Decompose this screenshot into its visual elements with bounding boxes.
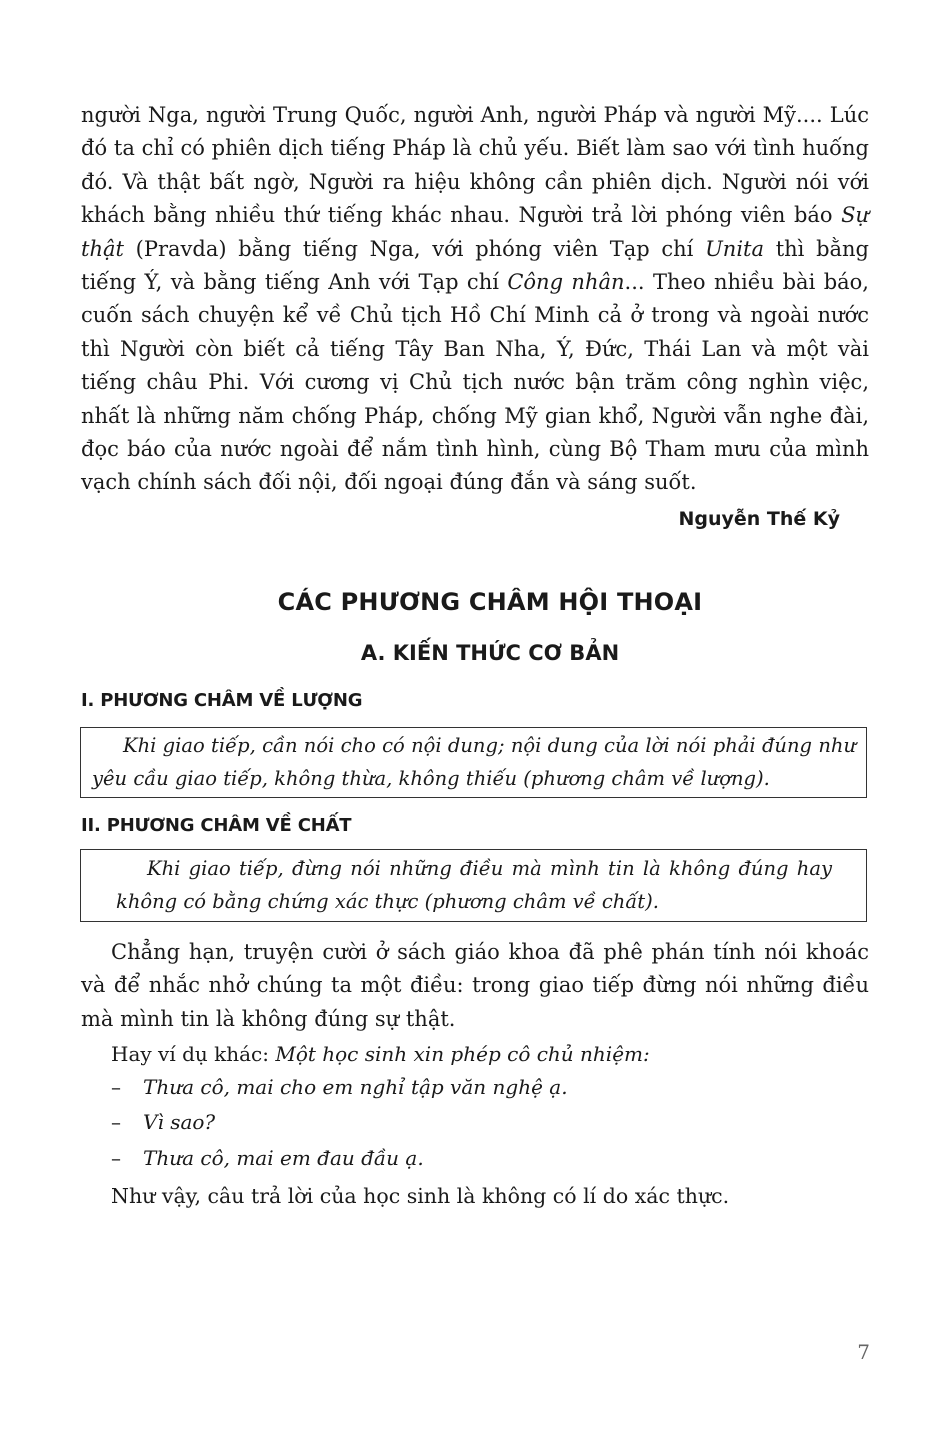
chapter-title: CÁC PHƯƠNG CHÂM HỘI THOẠI bbox=[277, 588, 703, 616]
section1-rule-box: Khi giao tiếp, cần nói cho có nội dung; nội dung của lời nói phải đúng như yêu cầu giao tiếp, không thừa, không thiếu (phương châm về lượng). bbox=[80, 727, 867, 798]
page-number: 7 bbox=[857, 1340, 870, 1364]
section-subtitle: A. KIẾN THỨC CƠ BẢN bbox=[360, 641, 620, 665]
intro-paragraph bbox=[81, 99, 869, 500]
dialogue-text: Vì sao? bbox=[143, 1110, 216, 1134]
example-intro-em: Một học sinh xin phép cô chủ nhiệm: bbox=[275, 1042, 650, 1066]
dialogue-line-3 bbox=[111, 1146, 811, 1170]
intro-text-2: (Pravda) bằng tiếng Nga, với phóng viên Tạp chí bbox=[123, 236, 706, 261]
intro-em-unita: Unita bbox=[705, 236, 764, 261]
dialogue-line-1 bbox=[111, 1075, 811, 1099]
dialogue-line-2 bbox=[111, 1110, 811, 1134]
example-intro-lead: Hay ví dụ khác: bbox=[111, 1042, 276, 1066]
dialogue-text: Thưa cô, mai em đau đầu ạ. bbox=[143, 1146, 424, 1170]
intro-text-4: ... Theo nhiều bài báo, cuốn sách chuyện kể về Chủ tịch Hồ Chí Minh cả ở trong và ngoài nước thì Người còn biết cả tiếng Tây Ban Nha, Ý, Đức, Thái Lan và một vài tiếng châu Phi. Với cương vị Chủ tịch nước bận trăm công nghìn việc, nhất là những năm chống Pháp, chống Mỹ gian khổ, Người vẫn nghe đài, đọc báo của nước ngoài để nắm tình hình, cùng Bộ Tham mưu của mình vạch chính sách đối nội, đối ngoại đúng đắn và sáng suốt. bbox=[81, 270, 869, 495]
section2-rule-box: Khi giao tiếp, đừng nói những điều mà mình tin là không đúng hay không có bằng chứng xác thực (phương châm về chất). bbox=[80, 849, 867, 922]
intro-em-su-that: Sự thật bbox=[81, 203, 869, 261]
intro-text-3: thì bằng tiếng Ý, và bằng tiếng Anh với Tạp chí bbox=[81, 236, 870, 295]
dash-mark: – bbox=[111, 1146, 121, 1170]
intro-text-1: người Nga, người Trung Quốc, người Anh, người Pháp và người Mỹ.... Lúc đó ta chỉ có phiên dịch tiếng Pháp là chủ yếu. Biết làm sao với tình huống đó. Và thật bất ngờ, Người ra hiệu không cần phiên dịch. Người nói với khách bằng nhiều thứ tiếng khác nhau. Người trả lời phóng viên báo bbox=[81, 103, 869, 228]
dash-mark: – bbox=[111, 1110, 121, 1134]
dialogue-text: Thưa cô, mai cho em nghỉ tập văn nghệ ạ. bbox=[143, 1075, 568, 1099]
section1-heading: I. PHƯƠNG CHÂM VỀ LƯỢNG bbox=[81, 690, 363, 711]
conclusion-paragraph: Như vậy, câu trả lời của học sinh là không có lí do xác thực. bbox=[111, 1184, 730, 1208]
example-paragraph: Chẳng hạn, truyện cười ở sách giáo khoa đã phê phán tính nói khoác và để nhắc nhở chúng ta một điều: trong giao tiếp đừng nói những điều mà mình tin là không đúng sự thật. bbox=[81, 940, 869, 1031]
section2-heading: II. PHƯƠNG CHÂM VỀ CHẤT bbox=[81, 815, 352, 836]
example-intro bbox=[81, 1038, 869, 1071]
dash-mark: – bbox=[111, 1075, 121, 1099]
intro-em-cong-nhan: Công nhân bbox=[507, 270, 625, 295]
author-name: Nguyễn Thế Kỷ bbox=[678, 508, 840, 530]
